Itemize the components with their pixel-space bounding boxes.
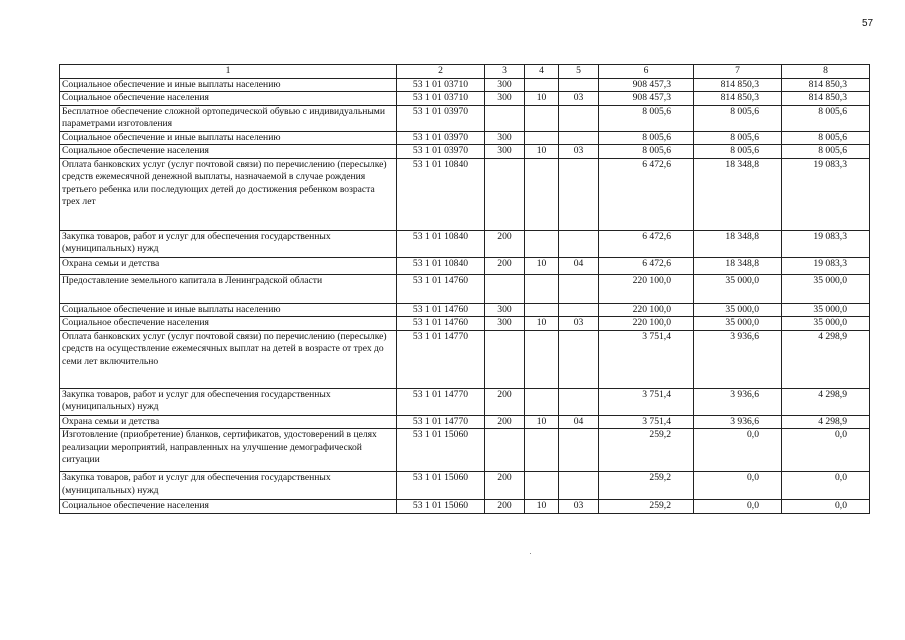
row-col4: [525, 330, 559, 388]
row-col3: 300: [485, 317, 525, 331]
row-code: 53 1 01 14760: [397, 274, 485, 303]
row-name: Оплата банковских услуг (услуг почтовой связи) по перечислению (пересылке) средств на осуществление ежемесячных выплат на детей в возрасте от трех до семи лет включительно: [60, 330, 397, 388]
row-name: Бесплатное обеспечение сложной ортопедической обувью с индивидуальными параметрами изготовления: [60, 105, 397, 131]
row-value-8: 4 298,9: [782, 415, 870, 429]
row-code: 53 1 01 10840: [397, 230, 485, 257]
row-col5: [559, 303, 599, 317]
table-header-row: [60, 65, 870, 79]
row-value-8: 19 083,3: [782, 230, 870, 257]
row-name: Социальное обеспечение и иные выплаты населению: [60, 131, 397, 145]
row-col5: [559, 158, 599, 230]
row-col4: [525, 158, 559, 230]
row-value-6: 3 751,4: [599, 330, 694, 388]
table-row: [60, 92, 870, 106]
table-row: [60, 303, 870, 317]
table-row: [60, 158, 870, 230]
page-number: 57: [862, 18, 874, 29]
row-value-6: 8 005,6: [599, 145, 694, 159]
row-name: Закупка товаров, работ и услуг для обеспечения государственных (муниципальных) нужд: [60, 388, 397, 415]
row-value-6: 6 472,6: [599, 158, 694, 230]
table-row: [60, 105, 870, 131]
row-col3: [485, 274, 525, 303]
row-code: 53 1 01 10840: [397, 257, 485, 274]
table-row: [60, 500, 870, 514]
row-value-7: 3 936,6: [694, 330, 782, 388]
budget-table: [59, 64, 870, 514]
row-value-8: 0,0: [782, 500, 870, 514]
table-row: [60, 472, 870, 500]
row-col3: 200: [485, 500, 525, 514]
row-code: 53 1 01 15060: [397, 500, 485, 514]
row-code: 53 1 01 03710: [397, 78, 485, 92]
row-value-8: 8 005,6: [782, 105, 870, 131]
row-value-6: 908 457,3: [599, 78, 694, 92]
row-col3: 200: [485, 388, 525, 415]
column-header: 5: [559, 65, 599, 79]
row-name: Оплата банковских услуг (услуг почтовой связи) по перечислению (пересылке) средств ежемесячной денежной выплаты, назначаемой в случае рождения третьего ребенка или последующих детей до достижения ребенком возраста трех лет: [60, 158, 397, 230]
row-value-7: 18 348,8: [694, 158, 782, 230]
row-col5: [559, 388, 599, 415]
table-row: [60, 230, 870, 257]
row-value-7: 8 005,6: [694, 131, 782, 145]
row-value-6: 3 751,4: [599, 415, 694, 429]
table-row: [60, 415, 870, 429]
row-col3: [485, 330, 525, 388]
table-row: [60, 145, 870, 159]
row-code: 53 1 01 14770: [397, 415, 485, 429]
row-col4: 10: [525, 92, 559, 106]
row-col4: 10: [525, 145, 559, 159]
table-row: [60, 131, 870, 145]
row-col3: 200: [485, 415, 525, 429]
row-value-8: 8 005,6: [782, 145, 870, 159]
column-header: 2: [397, 65, 485, 79]
row-col5: 03: [559, 317, 599, 331]
row-value-8: 19 083,3: [782, 158, 870, 230]
row-code: 53 1 01 14770: [397, 388, 485, 415]
row-col5: [559, 131, 599, 145]
row-col4: [525, 230, 559, 257]
row-value-6: 6 472,6: [599, 230, 694, 257]
row-col5: [559, 105, 599, 131]
row-col3: [485, 158, 525, 230]
row-col5: 03: [559, 500, 599, 514]
table-row: [60, 429, 870, 472]
row-name: Закупка товаров, работ и услуг для обеспечения государственных (муниципальных) нужд: [60, 472, 397, 500]
row-value-8: 19 083,3: [782, 257, 870, 274]
row-code: 53 1 01 03970: [397, 145, 485, 159]
row-col4: 10: [525, 257, 559, 274]
row-value-7: 35 000,0: [694, 317, 782, 331]
row-col3: 300: [485, 78, 525, 92]
row-code: 53 1 01 14760: [397, 303, 485, 317]
row-value-8: 35 000,0: [782, 303, 870, 317]
table-row: [60, 257, 870, 274]
row-value-8: 8 005,6: [782, 131, 870, 145]
row-name: Закупка товаров, работ и услуг для обеспечения государственных (муниципальных) нужд: [60, 230, 397, 257]
row-value-6: 908 457,3: [599, 92, 694, 106]
scan-speck: [530, 553, 531, 554]
row-col4: [525, 472, 559, 500]
row-value-8: 35 000,0: [782, 274, 870, 303]
row-code: 53 1 01 14760: [397, 317, 485, 331]
row-name: Социальное обеспечение населения: [60, 92, 397, 106]
row-col5: [559, 274, 599, 303]
row-col3: [485, 105, 525, 131]
row-value-7: 0,0: [694, 429, 782, 472]
row-value-6: 8 005,6: [599, 131, 694, 145]
column-header: 6: [599, 65, 694, 79]
table-row: [60, 317, 870, 331]
row-value-8: 0,0: [782, 429, 870, 472]
row-code: 53 1 01 10840: [397, 158, 485, 230]
row-value-7: 35 000,0: [694, 303, 782, 317]
table-row: [60, 330, 870, 388]
column-header: 8: [782, 65, 870, 79]
row-col5: 04: [559, 415, 599, 429]
row-col5: [559, 330, 599, 388]
row-value-7: 35 000,0: [694, 274, 782, 303]
row-col3: 300: [485, 131, 525, 145]
row-col5: [559, 230, 599, 257]
row-value-7: 8 005,6: [694, 105, 782, 131]
row-name: Социальное обеспечение и иные выплаты населению: [60, 78, 397, 92]
row-value-7: 18 348,8: [694, 230, 782, 257]
row-col5: [559, 472, 599, 500]
row-value-6: 220 100,0: [599, 274, 694, 303]
row-name: Охрана семьи и детства: [60, 257, 397, 274]
row-value-6: 259,2: [599, 429, 694, 472]
row-value-7: 814 850,3: [694, 92, 782, 106]
row-value-6: 259,2: [599, 500, 694, 514]
table-row: [60, 274, 870, 303]
table-row: [60, 388, 870, 415]
row-col4: 10: [525, 415, 559, 429]
row-col4: [525, 429, 559, 472]
row-col5: 03: [559, 145, 599, 159]
row-value-8: 4 298,9: [782, 388, 870, 415]
row-value-6: 3 751,4: [599, 388, 694, 415]
row-col3: 300: [485, 92, 525, 106]
row-value-7: 0,0: [694, 500, 782, 514]
row-col4: [525, 131, 559, 145]
row-col4: [525, 388, 559, 415]
row-name: Предоставление земельного капитала в Ленинградской области: [60, 274, 397, 303]
row-col4: 10: [525, 317, 559, 331]
row-value-8: 814 850,3: [782, 92, 870, 106]
row-value-7: 8 005,6: [694, 145, 782, 159]
row-col4: [525, 105, 559, 131]
row-value-8: 0,0: [782, 472, 870, 500]
table-row: [60, 78, 870, 92]
row-name: Социальное обеспечение населения: [60, 145, 397, 159]
row-value-6: 8 005,6: [599, 105, 694, 131]
row-name: Социальное обеспечение населения: [60, 317, 397, 331]
row-value-7: 3 936,6: [694, 388, 782, 415]
row-col3: 300: [485, 303, 525, 317]
column-header: 3: [485, 65, 525, 79]
row-col4: [525, 303, 559, 317]
row-col4: 10: [525, 500, 559, 514]
row-col3: 300: [485, 145, 525, 159]
column-header: 4: [525, 65, 559, 79]
row-col3: 200: [485, 230, 525, 257]
row-code: 53 1 01 03710: [397, 92, 485, 106]
row-col5: [559, 429, 599, 472]
column-header: 7: [694, 65, 782, 79]
row-value-7: 18 348,8: [694, 257, 782, 274]
row-code: 53 1 01 03970: [397, 131, 485, 145]
row-col5: 03: [559, 92, 599, 106]
row-value-8: 4 298,9: [782, 330, 870, 388]
row-value-8: 35 000,0: [782, 317, 870, 331]
row-col5: [559, 78, 599, 92]
row-value-7: 0,0: [694, 472, 782, 500]
row-value-6: 220 100,0: [599, 317, 694, 331]
row-name: Социальное обеспечение и иные выплаты населению: [60, 303, 397, 317]
row-code: 53 1 01 15060: [397, 429, 485, 472]
row-col3: 200: [485, 257, 525, 274]
row-code: 53 1 01 14770: [397, 330, 485, 388]
row-name: Социальное обеспечение населения: [60, 500, 397, 514]
row-col3: 200: [485, 472, 525, 500]
row-code: 53 1 01 03970: [397, 105, 485, 131]
row-value-7: 3 936,6: [694, 415, 782, 429]
row-value-6: 259,2: [599, 472, 694, 500]
row-value-6: 220 100,0: [599, 303, 694, 317]
row-col5: 04: [559, 257, 599, 274]
row-value-7: 814 850,3: [694, 78, 782, 92]
row-name: Изготовление (приобретение) бланков, сертификатов, удостоверений в целях реализации мероприятий, направленных на улучшение демографической ситуации: [60, 429, 397, 472]
row-code: 53 1 01 15060: [397, 472, 485, 500]
row-col3: [485, 429, 525, 472]
row-col4: [525, 274, 559, 303]
row-value-6: 6 472,6: [599, 257, 694, 274]
row-value-8: 814 850,3: [782, 78, 870, 92]
row-name: Охрана семьи и детства: [60, 415, 397, 429]
column-header: 1: [60, 65, 397, 79]
row-col4: [525, 78, 559, 92]
